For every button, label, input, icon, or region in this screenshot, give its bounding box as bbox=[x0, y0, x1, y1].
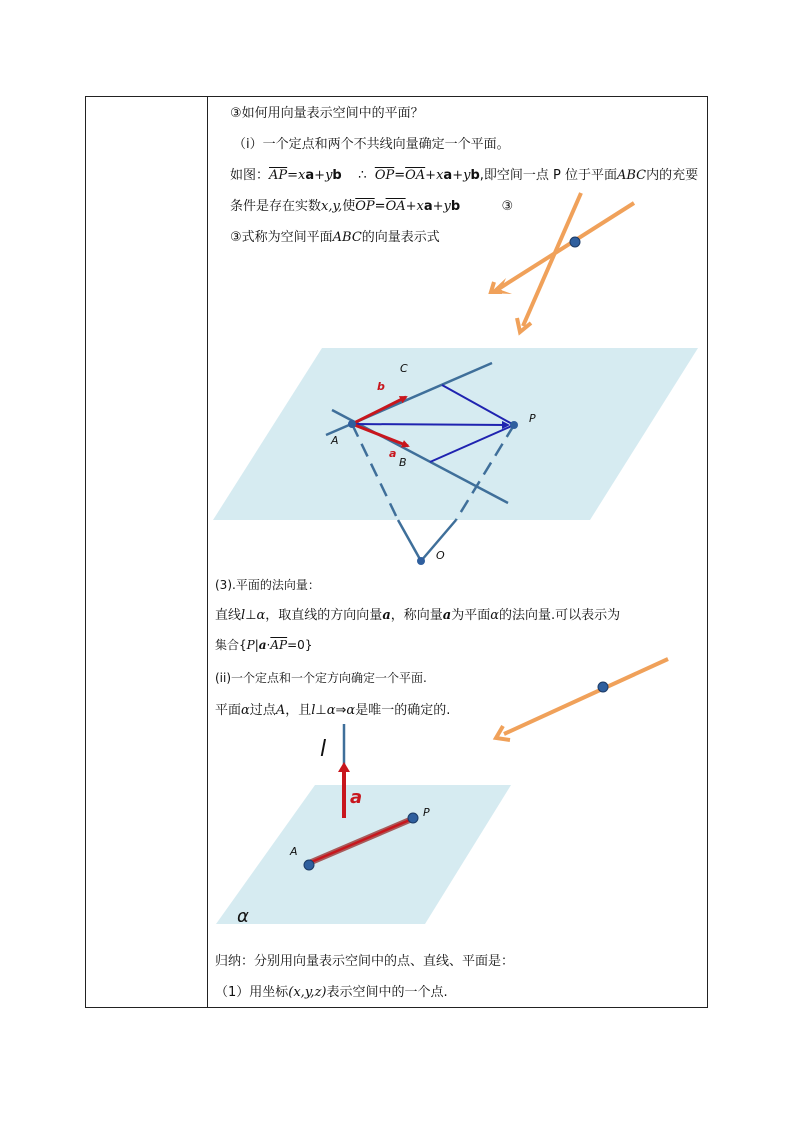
point-a-2-dot bbox=[304, 860, 314, 870]
label-b-point: B bbox=[399, 456, 407, 469]
label-b: b bbox=[377, 380, 385, 393]
point-a-dot bbox=[348, 420, 356, 428]
label-a: A bbox=[331, 434, 339, 447]
normal-vector-arrowhead bbox=[338, 762, 350, 772]
normal-vector-definition: 直线l⊥α，取直线的方向向量a，称向量a为平面α的法向量.可以表示为 bbox=[215, 608, 621, 623]
plane-alpha bbox=[216, 785, 511, 924]
label-a-vector: a bbox=[389, 447, 397, 460]
section-3-title: ③如何用向量表示空间中的平面？ bbox=[230, 106, 424, 121]
figure-1-plane-abc bbox=[213, 348, 698, 565]
item-i: （i）一个定点和两个不共线向量确定一个平面。 bbox=[233, 137, 510, 152]
point-p-dot bbox=[510, 421, 518, 429]
plane-abc bbox=[213, 348, 698, 520]
label-a-normal: a bbox=[350, 787, 363, 808]
orange-vector-a bbox=[500, 203, 634, 288]
label-o: O bbox=[436, 549, 445, 562]
line-condition: 条件是存在实数x,y,使$\overline{OP}=\overline{OA}+xa+yb$ ③ bbox=[230, 199, 514, 214]
figure-2-normal-vector bbox=[216, 724, 511, 927]
item-ii: (ii)一个定点和一个定方向确定一个平面. bbox=[215, 671, 427, 685]
line-example: 如图：$\overline{AP}=xa+yb$ ∴ $\overline{OP}=\overline{OA}+xa+yb$,即空间一点 P 位于平面ABC内的充要 bbox=[230, 168, 699, 183]
line-ao-below bbox=[398, 520, 421, 561]
label-l: l bbox=[320, 737, 327, 762]
orange-vector-c bbox=[504, 659, 668, 734]
normal-vector-title: (3).平面的法向量： bbox=[215, 578, 320, 592]
label-p: P bbox=[529, 412, 536, 425]
summary: 归纳：分别用向量表示空间中的点、直线、平面是： bbox=[215, 954, 515, 969]
plane-uniqueness-line: 平面α过点A，且l⊥α⇒α是唯一的确定的. bbox=[215, 703, 451, 718]
label-a-2: A bbox=[290, 845, 298, 858]
point-o-dot bbox=[417, 557, 425, 565]
orange-vector-b bbox=[523, 193, 581, 326]
vector-ap bbox=[352, 424, 508, 425]
label-alpha: α bbox=[237, 906, 249, 927]
label-c: C bbox=[400, 362, 408, 375]
summary-item-1: （1）用坐标(x,y,z)表示空间中的一个点. bbox=[215, 985, 448, 1000]
line-called: ③式称为空间平面ABC的向量表示式 bbox=[230, 230, 440, 245]
normal-vector-set: 集合$\{P|a\cdot\overline{AP}=0\}$ bbox=[215, 638, 313, 652]
point-p-2-dot bbox=[408, 813, 418, 823]
intersection-point-dot bbox=[570, 237, 580, 247]
point-on-line-dot bbox=[598, 682, 608, 692]
orange-vector-middle bbox=[496, 659, 668, 740]
label-p-2: P bbox=[423, 806, 430, 819]
orange-vectors-top bbox=[490, 193, 634, 332]
